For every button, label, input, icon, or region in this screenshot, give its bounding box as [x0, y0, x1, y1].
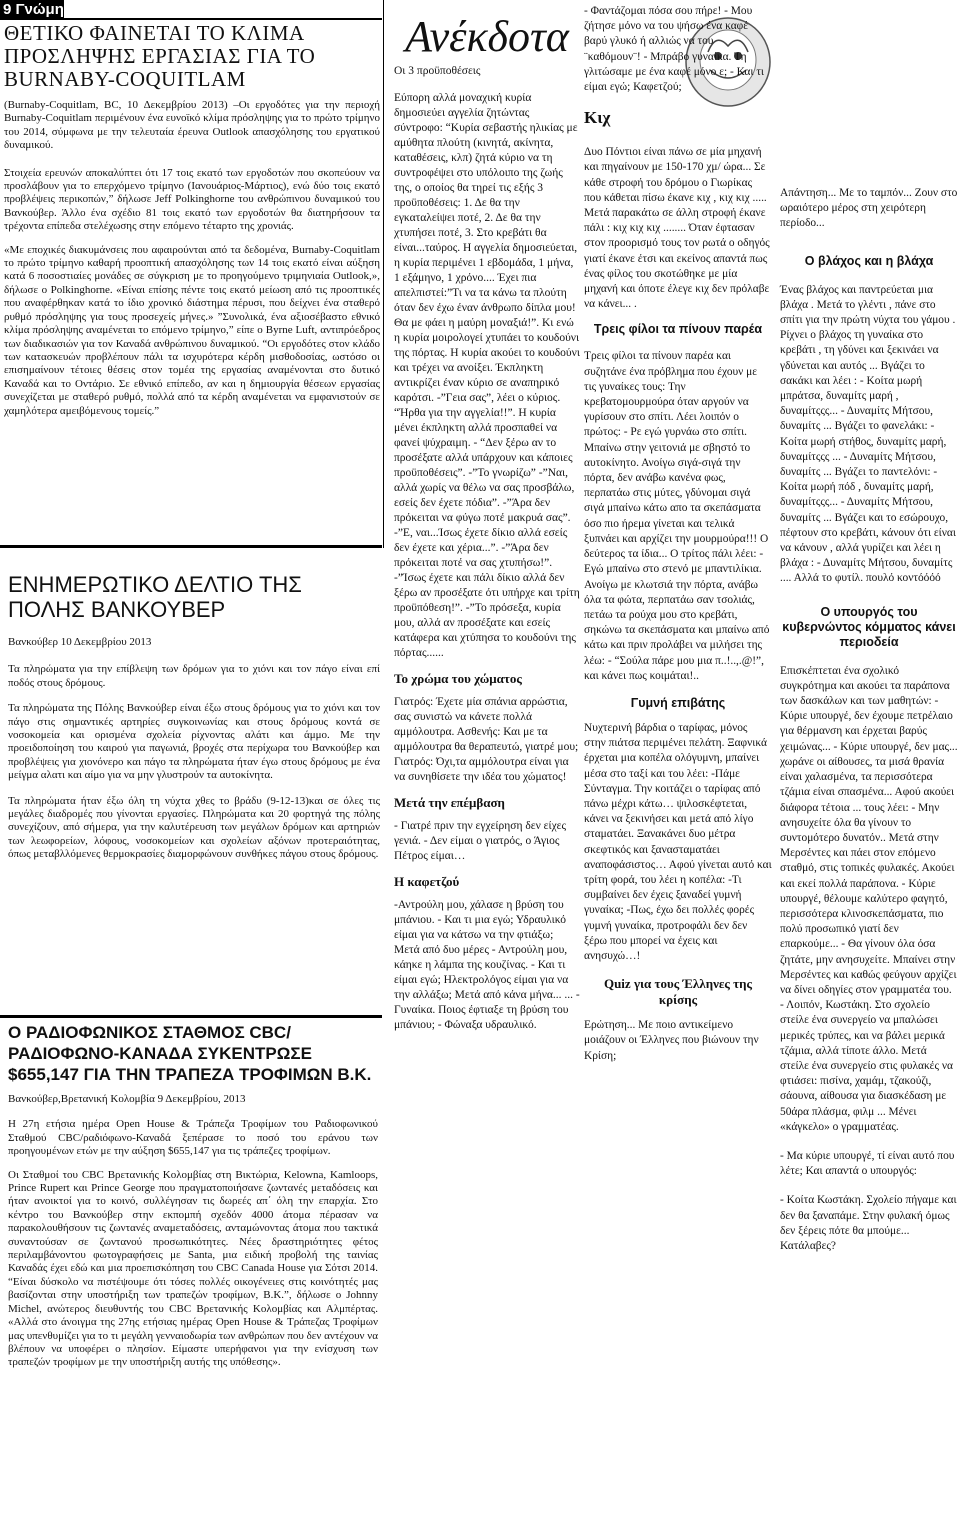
joke-title: Τρεις φίλοι τα πίνουν παρέα — [593, 322, 763, 337]
jokes-section — [394, 14, 580, 1033]
article-vancouver-para3: Τα πληρώματα ήταν έξω όλη τη νύχτα χθες το βράδυ (9-12-13)και σε όλες τις μεγάλες διαδρομές που γίνονται εργασίες. Πληρώματα και 20 φορτηγά της πόλης συνεχίζουν, από σήμερα, για την καλυτέρευση των μεγάλων δρόμων και αρτηριών των λεωφορείων, λόφους, νοσοκομείων και σχολείων αξόνων προτεραιότητας, όπως μεταβλλόμενες θερμοκρασίες διαμορφώνουν συνθήκες πάγου στους δρόμους. — [8, 794, 380, 861]
joke-text: Δυο Πόντιοι είναι πάνω σε μία μηχανή και πηγαίνουν με 150-170 χμ/ ώρα... Σε κάθε στροφή του δρόμου ο Γιωρίκας που κάθεται πίσω έκανε κιχ , κιχ κιχ ..... Μετά παρακάτω σε άλλη στροφή έκανε πάλι : κιχ κιχ κιχ ........ Όταν έφτασαν στον προορισμό τους τον ρωτά ο οδηγός γιατί έκανε έτσι και εκείνος απαντά πως ένας φίλος του σκοτώθηκε με μία μηχανή και όποτε έλεγε κιχ δεν πρόλαβε να κάνει... . — [584, 146, 770, 311]
joke-title: Ο υπουργός του κυβερνώντος κόμματος κάνει περιοδεία — [782, 604, 956, 649]
joke-text: Γιατρός: Έχετε μία σπάνια αρρώστια, σας συνιστώ να κάνετε πολλά αμμόλουτρα. Ασθενής: Και με τα αμμόλουτρα θα θεραπευτώ, γιατρέ μου; Γιατρός: Όχι,τα αμμόλουτρα είναι για να συνηθίσετε την ιδέα του χώματος! — [394, 696, 579, 783]
joke-text: Εύπορη αλλά μοναχική κυρία δημοσιεύει αγγελία ζητώντας σύντροφο: “Κυρία σεβαστής ηλικίας με αμύθητα πλούτη (κινητά, ακίνητα, καταθέσεις, κλπ) ζητά κύριο να τη συντροφέψει στο υπόλοιπο της ζωής της, ο οποίος θα τηρεί τις εξής 3 προϋποθέσεις: 1. Δε θα την εγκαταλείψει ποτέ, 2. Δε θα την χτυπήσει ποτέ, 3. Στο κρεβάτι θα είναι...ταύρος. Η αγγελία δημοσιεύεται, η κυρία περιμένει 1 εβδομάδα, 1 μήνα, 1 εξάμηνο, 1 χρόνο.... Έχει πια απελπιστεί:”Τι να τα κάνω τα πλούτη όταν δεν έχω έναν άνθρωπο δίπλα μου! Θα με φάει η μαύρη μοναξιά!”. Κι ενώ η κυρία μοιρολογεί χτυπάει το κουδούνι της πόρτας. Η κυρία ακούει το κουδούνι και τρέχει να ανοίξει. Έκπληκτη αντικρίζει έναν κύριο σε αναπηρικό καρότσι. -”Γεια σας”, λέει ο κύριος. “Ήρθα για την αγγελία!!”. Η κυρία μένει έκπληκτη αλλά προσπαθεί να φανεί ψύχραιμη. - “Δεν ξέρω αν το προσέξατε αλλά υπάρχουν και κάποιες προϋποθέσεις”. -”Το γνωρίζω” -”Ναι, αλλά χωρίς να θέλω να σας προσβάλω, εσείς δεν έχετε πόδια”. -”Άρα δεν πρόκειται να φύγω ποτέ μακρυά σας”. -”Ε, ναι...Ίσως έχετε δίκιο αλλά εσείς δεν έχετε και χέρια...”. -”Άρα δεν πρόκειται ποτέ να σας χτυπήσω!”. -”Ίσως έχετε και πάλι δίκιο αλλά δεν ξέρω αν προσέξατε ότι υπήρχε και τρίτη προϋπόθεση!”. -”Το πρόσεξα, κυρία μου, αλλά αν προσέξατε και εσείς κατάφερα και χτύπησα το κουδούνι της πόρτας...... — [394, 92, 580, 659]
joke-title: Μετά την επέμβαση — [394, 795, 505, 810]
joke-title: Κιχ — [584, 108, 611, 128]
joke-continuation — [584, 4, 772, 1064]
article-employment — [4, 22, 380, 418]
joke-continuation — [780, 186, 958, 1254]
joke-text: Τρεις φίλοι τα πίνουν παρέα και συζητάνε ένα πρόβλημα που έχουν με τις γυναίκες τους: Την κρεβατομουρμούρα όταν αργούν να γυρίσουν στο σπίτι. Λέει λοιπόν ο πρώτος: - Ρε εγώ γυρνάω στο σπίτι. Μπαίνω στην γειτονιά με σβηστό το αυτοκίνητο. Ανοίγω σιγά-σιγά την πόρτα, δεν ανάβω κανένα φως, περπατάω στις μύτες, γδύνομαι σιγά σιγά μπαίνω κάτω απο τα σκεπάσματα όσο πιο ήρεμα γίνεται και τελικά ξυπνάει και αρχίζει την μουρμούρα!!! Ο δεύτερος τα ίδια... Ο τρίτος πάλι λέει: - Εγώ μπαίνω στο στενό με μπαντιλίκια. Ανοίγω με κλωτσιά την πόρτα, ανάβω όλα τα φώτα, περπατάω σαν τσολιάς, πετάω τα ρούχα μου στο κρεβάτι, σηκώνω τα σκεπάσματα και μπαίνω από κάτω και πριν προλάβει να μιλήσει της λέω: - “Σούλα πάρε μου μια π..!..,.@!”, και κάνει πως κοιμάται!.. — [584, 350, 770, 682]
joke-text: Ένας βλάχος και παντρεύεται μια βλάχα . Μετά το γλέντι , πάνε στο σπίτι για την πρώτη νύχτα του γάμου . Ρίχνει ο βλάχος τη γυναίκα στο κρεβάτι , τη γδύνει και ξεκινάει να γδύνεται και αυτός ... Βγάζει το σακάκι και λέει : - Κοίτα μωρή μπράτσα, δυναμίτς μαρή , δυναμίτςςς... - Δυναμίτς Μήτσου, δυναμίτς ... Βγάζει το φανελάκι: - Κοίτα μωρή στήθος, δυναμίτς μαρή, δυναμίτςςς ... - Δυναμίτς Μήτσου, δυναμίτς ... Βγάζει το παντελόνι: - Κοίτα μωρή πόδ , δυναμίτς μαρή, δυναμίτςςς... - Δυναμίτς Μήτσου, δυναμίτς ... Βγάζει και το εσώρουχο, πέφτουν στο κρεβάτι, κάνουν ότι είναι να κάνουν , αλλά γυρίζει και λέει η βλάχα : - Δυναμίτς Μήτσου, δυναμίτς .... Αλλά το φυτίλ. πουλό κοντόόόό — [780, 283, 956, 585]
joke-title: Το χρώμα του χώματος — [394, 671, 522, 686]
article-employment-para2: Στοιχεία ερευνών αποκαλύπτει ότι 17 τοις εκατό των εργοδοτών που σκοπεύουν να προσλάβουν για το επερχόμενο τρίμηνο (Ιανουάριος-Μάρτιος), ενώ δύο τοις εκατό προβλέψεις περικοπών,” δήλωσε Jeff Polkinghorne του ανθρώπινου δυναμικού του Βανκούβερ. Άλλο ένα σχέδιο 81 τοις εκατό των εργοδοτών θα διατηρήσουν τα τρέχοντα επίπεδα στελέχωσης στην επόμενο τέταρτο της χρονιάς. — [4, 166, 380, 233]
top-rule — [0, 18, 382, 20]
joke-title: Quiz για τους Έλληνες της κρίσης — [603, 976, 753, 1008]
article-employment-lead: (Burnaby-Coquitlam, BC, 10 Δεκεμβρίου 2013) –Οι εργοδότες για την περιοχή Burnaby-Coquitlam περιμένουν ένα ευνοϊκό κλίμα πρόσληψης για το πρώτο τρίμηνο του 2014, σύμφωνα με την τελευταία έρευνα Outlook απασχόλησης του εργατικού δυναμικού. — [4, 99, 380, 152]
joke-text: - Κοίτα Κωστάκη. Σχολείο πήγαμε και δεν θα ξαναπάμε. Στην φυλακή όμως δεν ξέρεις πότε θα μπούμε... Κατάλαβες? — [780, 1194, 957, 1252]
joke-title: Ο βλάχος και η βλάχα — [804, 253, 934, 268]
joke-text: Απάντηση... Με το ταμπόν... Ζουν στο ωραιότερο μέρος στη χειρότερη περίοδο... — [780, 187, 958, 230]
joke-text: Ερώτηση... Με ποιο αντικείμενο μοιάζουν οι Έλληνες που βιώνουν την Κρίση; — [584, 1019, 759, 1062]
section-name: Γνώμη — [15, 1, 64, 18]
article-cbc-dateline: Βανκούβερ,Βρετανική Κολομβία 9 Δεκεμβρίου, 2013 — [8, 1093, 246, 1105]
article-vancouver-title: ΕΝΗΜΕΡΩΤΙΚΟ ΔΕΛΤΙΟ ΤΗΣ ΠΟΛΗΣ ΒΑΝΚΟΥΒΕΡ — [8, 572, 302, 622]
article-vancouver-para1: Τα πληρώματα για την επίβλεψη των δρόμων για το χιόνι και τον πάγο είναι επί ποδός στους δρόμους. — [8, 663, 380, 689]
article-cbc-title: Ο ΡΑΔΙΟΦΩΝΙΚΟΣ ΣΤΑΘΜΟΣ CBC/ ΡΑΔΙΟΦΩΝΟ-ΚΑΝΑΔΑ ΣΥΚΕΝΤΡΩΣΕ $655,147 ΓΙΑ ΤΗΝ ΤΡΑΠΕΖΑ ΤΡΟΦΙΜΩΝ Β.Κ. — [8, 1023, 372, 1084]
article-cbc — [8, 1022, 378, 1370]
article-cbc-para2: Οι Σταθμοί του CBC Βρετανικής Κολομβίας στη Βικτώρια, Kelowna, Kamloops, Prince Rupert και Prince George που πραγματοποιήσανε ζωντανές μεταδόσεις και ήταν ανοικτοί για το κοινό, συλλέγησαν τις δωρεές απ΄ όλη την επαρχία. Στο κέντρο του Βανκούβερ στην εκπομπή σχεδόν 4000 άτομα πέρασαν να παρακολουθήσουν τις ζωντανές αναμεταδόσεις, ανταμώνοντας άτομα που τακτικά συναντούσαν σε ζωντανού προσωπικότητες. Νέες δραστηριότητες φέτος περιλαμβάνοντου φωτογραφήσεις με Santa, μια ειδική προβολή της ταινίας Καναδάς έχει εδώ και μια προεπισκόπηση του CBC Canada House για Σότσι 2014. “Είναι δύσκολο να πιστέψουμε ότι τόσες πολλές οικογένειες στις κοινότητές μας βασίζονται στην υποστήριξη των τραπεζών τροφίμων, Β.Κ.”, δήλωσε ο Johnny Michel, ανώτερος διευθυντής του CBC Βρετανικής Κολομβίας και Αλμπέρτας. «Αλλά στο άνοιγμα της 27ης ετήσιας ημέρας Open House & Τράπεζας Τροφίμων μας υπενθυμίζει για το τι μεγάλη γενναιοδωρία των ανθρώπων που δεν αντέχουν να βλέπουν να υποφέρει ο πλησίον. Είμαστε υπερήφανοι για την ενίσχυση των τραπεζών τροφίμων με την υποστήριξη αυτής της υπόθεσης». — [8, 1168, 378, 1369]
joke-text: -Αντρούλη μου, χάλασε η βρύση του μπάνιου. - Και τι μια εγώ; Υδραυλικό είμαι για να κάτσω να την φτιάξω; Μετά από δυο μέρες - Αντρούλη μου, κάηκε η λάμπα της κουζίνας. - Και τι είμαι εγώ; Ηλεκτρολόγος είμαι για να την αλλάξω; Μετά από κάνα μήνα... ... - Γυναίκα. Ποιος έφτιαξε τη βρύση του μπάνιου; - Φώναξα υδραυλικό. — [394, 899, 580, 1031]
article-vancouver-para2: Τα πληρώματα της Πόλης Βανκούβερ είναι έξω στους δρόμους για το χιόνι και τον πάγο στις σημαντικές αρτηρίες συγκοινωνίας και στους δρόμους κοντά σε νοσοκομεία και ορισμένα σχολεία ρίχνοντας αλάτι και άμμο. Με την προειδοποίηση του καιρού για παγωνιά, βροχές στα περίχωρα του Βανκούβερ και προβλέψεις για χιονόνερο και πάγο τα πληρώματα ήταν έγω στους δρόμους με ένα μείγμα αλατι και αίμο για να μην γλυστρούν τα αυτοκίνητα. — [8, 702, 380, 782]
joke-text: - Γιατρέ πριν την εγχείρηση δεν είχες γενιά. - Δεν είμαι ο γιατρός, ο Άγιος Πέτρος είμαι… — [394, 820, 567, 862]
joke-text: - Φαντάζομαι πόσα σου πήρε! - Μου ζήτησε μόνο να του ψήσω ένα καφέ βαρύ γλυκό ή αλλιώς να του ¨καθόμουν¨! - Μπράβο γυναίκα. Τη γλιτώσαμε με ένα καφέ μόνο ε; - Και τι είμαι εγώ; Καφετζού; — [584, 5, 764, 94]
section-rule — [0, 1015, 382, 1018]
joke-text: - Μα κύριε υπουργέ, τί είναι αυτό που λέτε; Και απαντά ο υπουργός: — [780, 1149, 955, 1178]
page-number: 9 — [3, 1, 12, 18]
joke-text: Νυχτερινή βάρδια ο ταρίφας, μόνος στην πιάτσα περιμένει πελάτη. Ξαφνικά έρχεται μια κοπέλα ολόγυμνη, μπαίνει μέσα στο ταξί και του λέει: -Πάμε Σύνταγμα. Την κοιτάζει ο ταρίφας από πάνω μέχρι κάτω… ψιλοσκέφτεται, κάνει να ξεκινήσει και μετά από λίγο σταματάει. Ξανακάνει δυο μέτρα σκεφτικός και ξανασταματάει αναποφάσιστος… Αφού γίνεται αυτό και τρίτη φορά, του λέει η κοπέλα: -Τι συμβαίνει δεν έχεις ξαναδεί γυμνή γυναίκα; -Πως, έχω δει πολλές φορές γυμνή γυναίκα, προτροφάλι δεν δεν ξέρω που μπορεί να έχεις και ανησυχώ…! — [584, 721, 772, 962]
page-number-tab — [0, 0, 64, 20]
article-vancouver-dateline: Βανκούβερ 10 Δεκεμβρίου 2013 — [8, 636, 152, 648]
section-rule — [0, 545, 382, 548]
joke-title: Γυμνή επιβάτης — [630, 695, 726, 710]
jokes-heading: Ανέκδοτα — [405, 12, 569, 61]
joke-text: Επισκέπτεται ένα σχολικό συγκρότημα και ακούει τα παράπονα των δασκάλων και των μαθητών: - Κύριε υπουργέ, δεν έχουμε πετρέλαιο για θέρμανση και έρχεται βαρύς χειμώνας... - Κύριε υπουργέ, δεν μας... χωράνε οι αίθουσες, τα μισά θρανία είναι χαλασμένα, τα περισσότερα τζάμια είναι σπασμένα... Αφού ακούει διάφορα τέτοια ... τους λέει: - Μην ανησυχείτε όλα θα γίνουν το συντομότερο δυνατόν.. Μετά στην Μερσέντες και πάει στον επόμενο σταθμό, στις τοπικές φυλακές. Ακούει και εκεί πολλά παράπονα. - Κύριε υπουργέ, θέλουμε καλύτερο φαγητό, περισσότερα κλινοσκεπάσματα, πιο πολύ προσωπικό γιατί δεν επαρκούμε... - Θα γίνουν όλα όσα ζητάτε, μην ανησυχείτε. Μπαίνει στην Μερσέντες και καθώς φεύγουν αρχίζει να δίνει οδηγίες στον γραμματέα του. - Λοιπόν, Κωστάκη. Στο σχολείο στείλε ένα συνεργείο να μπαλώσει μερικές τρύπες, και να βάλει μερικά τζάμια, αλλά τίποτε άλλο. Μετά στείλε ένα συνεργείο στις φυλακές να φτιάσει: πισίνα, χαμάμ, τζακούζι, σάουνα, αίθουσα για διασκέδαση με 50άρα πλάσμα, φιλμ ... Μένει «κάγκελο» ο γραμματέας. — [780, 664, 958, 1133]
article-employment-para3: «Με εποχικές διακυμάνσεις που αφαιρούνται από τα δεδομένα, Burnaby-Coquitlam το πρώτο τρίμηνο καθαρή προοπτική απασχόλησης των 14 τοις εκατό είναι αύξηση κατά 6 ποσοστιαίες μονάδες σε σύγκριση με το προηγούμενο τριμηνιαία Outlook,», δήλωσε ο Polkinghorne. «Είναι επίσης πέντε τοις εκατό μείωση από τις προοπτικές που αναφέρθηκαν κατά το ίδιο χρονικό διάστημα πέρυσι, που δείχνει ένα σταθερό ρυθμό πρόσληψης για τους προσεχείς μήνες.» ”Συνολικά, ένα αξιοσέβαστο εθνικό κλίμα πρόσληψης αναμένεται το επόμενο τρίμηνο,” είπε ο Byrne Luft, αντιπρόεδρος των διαδικασιών για τον Καναδά ανθρώπινου δυναμικού. “Οι εργοδότες στον κλάδο των κατασκευών προβλέπουν πάλι τα ισχυρότερα κέρδη μισθοδοσίας, ωστόσο οι επισημαίνουν τέτοιες θέσεις στον τομέα της εργασίας αναμένονται στο δυτικό Καναδά και το Οντάριο. Σε εθνικό επίπεδο, αν και η δημιουργία θέσεων εργασίας συνεχίζεται με σταθερό ρυθμό, πολλά από τα κέρδη αναμένεται να εμφανιστούν σε χαμηλότερα αμειβόμενους τομείς.” — [4, 243, 380, 417]
article-employment-title: ΘΕΤΙΚΟ ΦΑΙΝΕΤΑΙ ΤΟ ΚΛΙΜΑ ΠΡΟΣΛΗΨΗΣ ΕΡΓΑΣΙΑΣ ΓΙΑ ΤΟ BURNABY-COQUITLAM — [4, 21, 316, 91]
article-vancouver — [8, 572, 380, 862]
joke-title: Οι 3 προϋποθέσεις — [394, 65, 481, 77]
joke-title: Η καφετζού — [394, 874, 460, 889]
article-cbc-para1: Η 27η ετήσια ημέρα Open House & Τράπεζα Τροφίμων του Ραδιοφωνικού Σταθμού CBC/ραδιόφωνο-Καναδά ξεπέρασε το ποσό του εράνου των προηγουμένων ετών με την αύξηση $655,147 για τις τράπεζες τροφίμων. — [8, 1118, 378, 1158]
column-divider — [383, 0, 384, 548]
